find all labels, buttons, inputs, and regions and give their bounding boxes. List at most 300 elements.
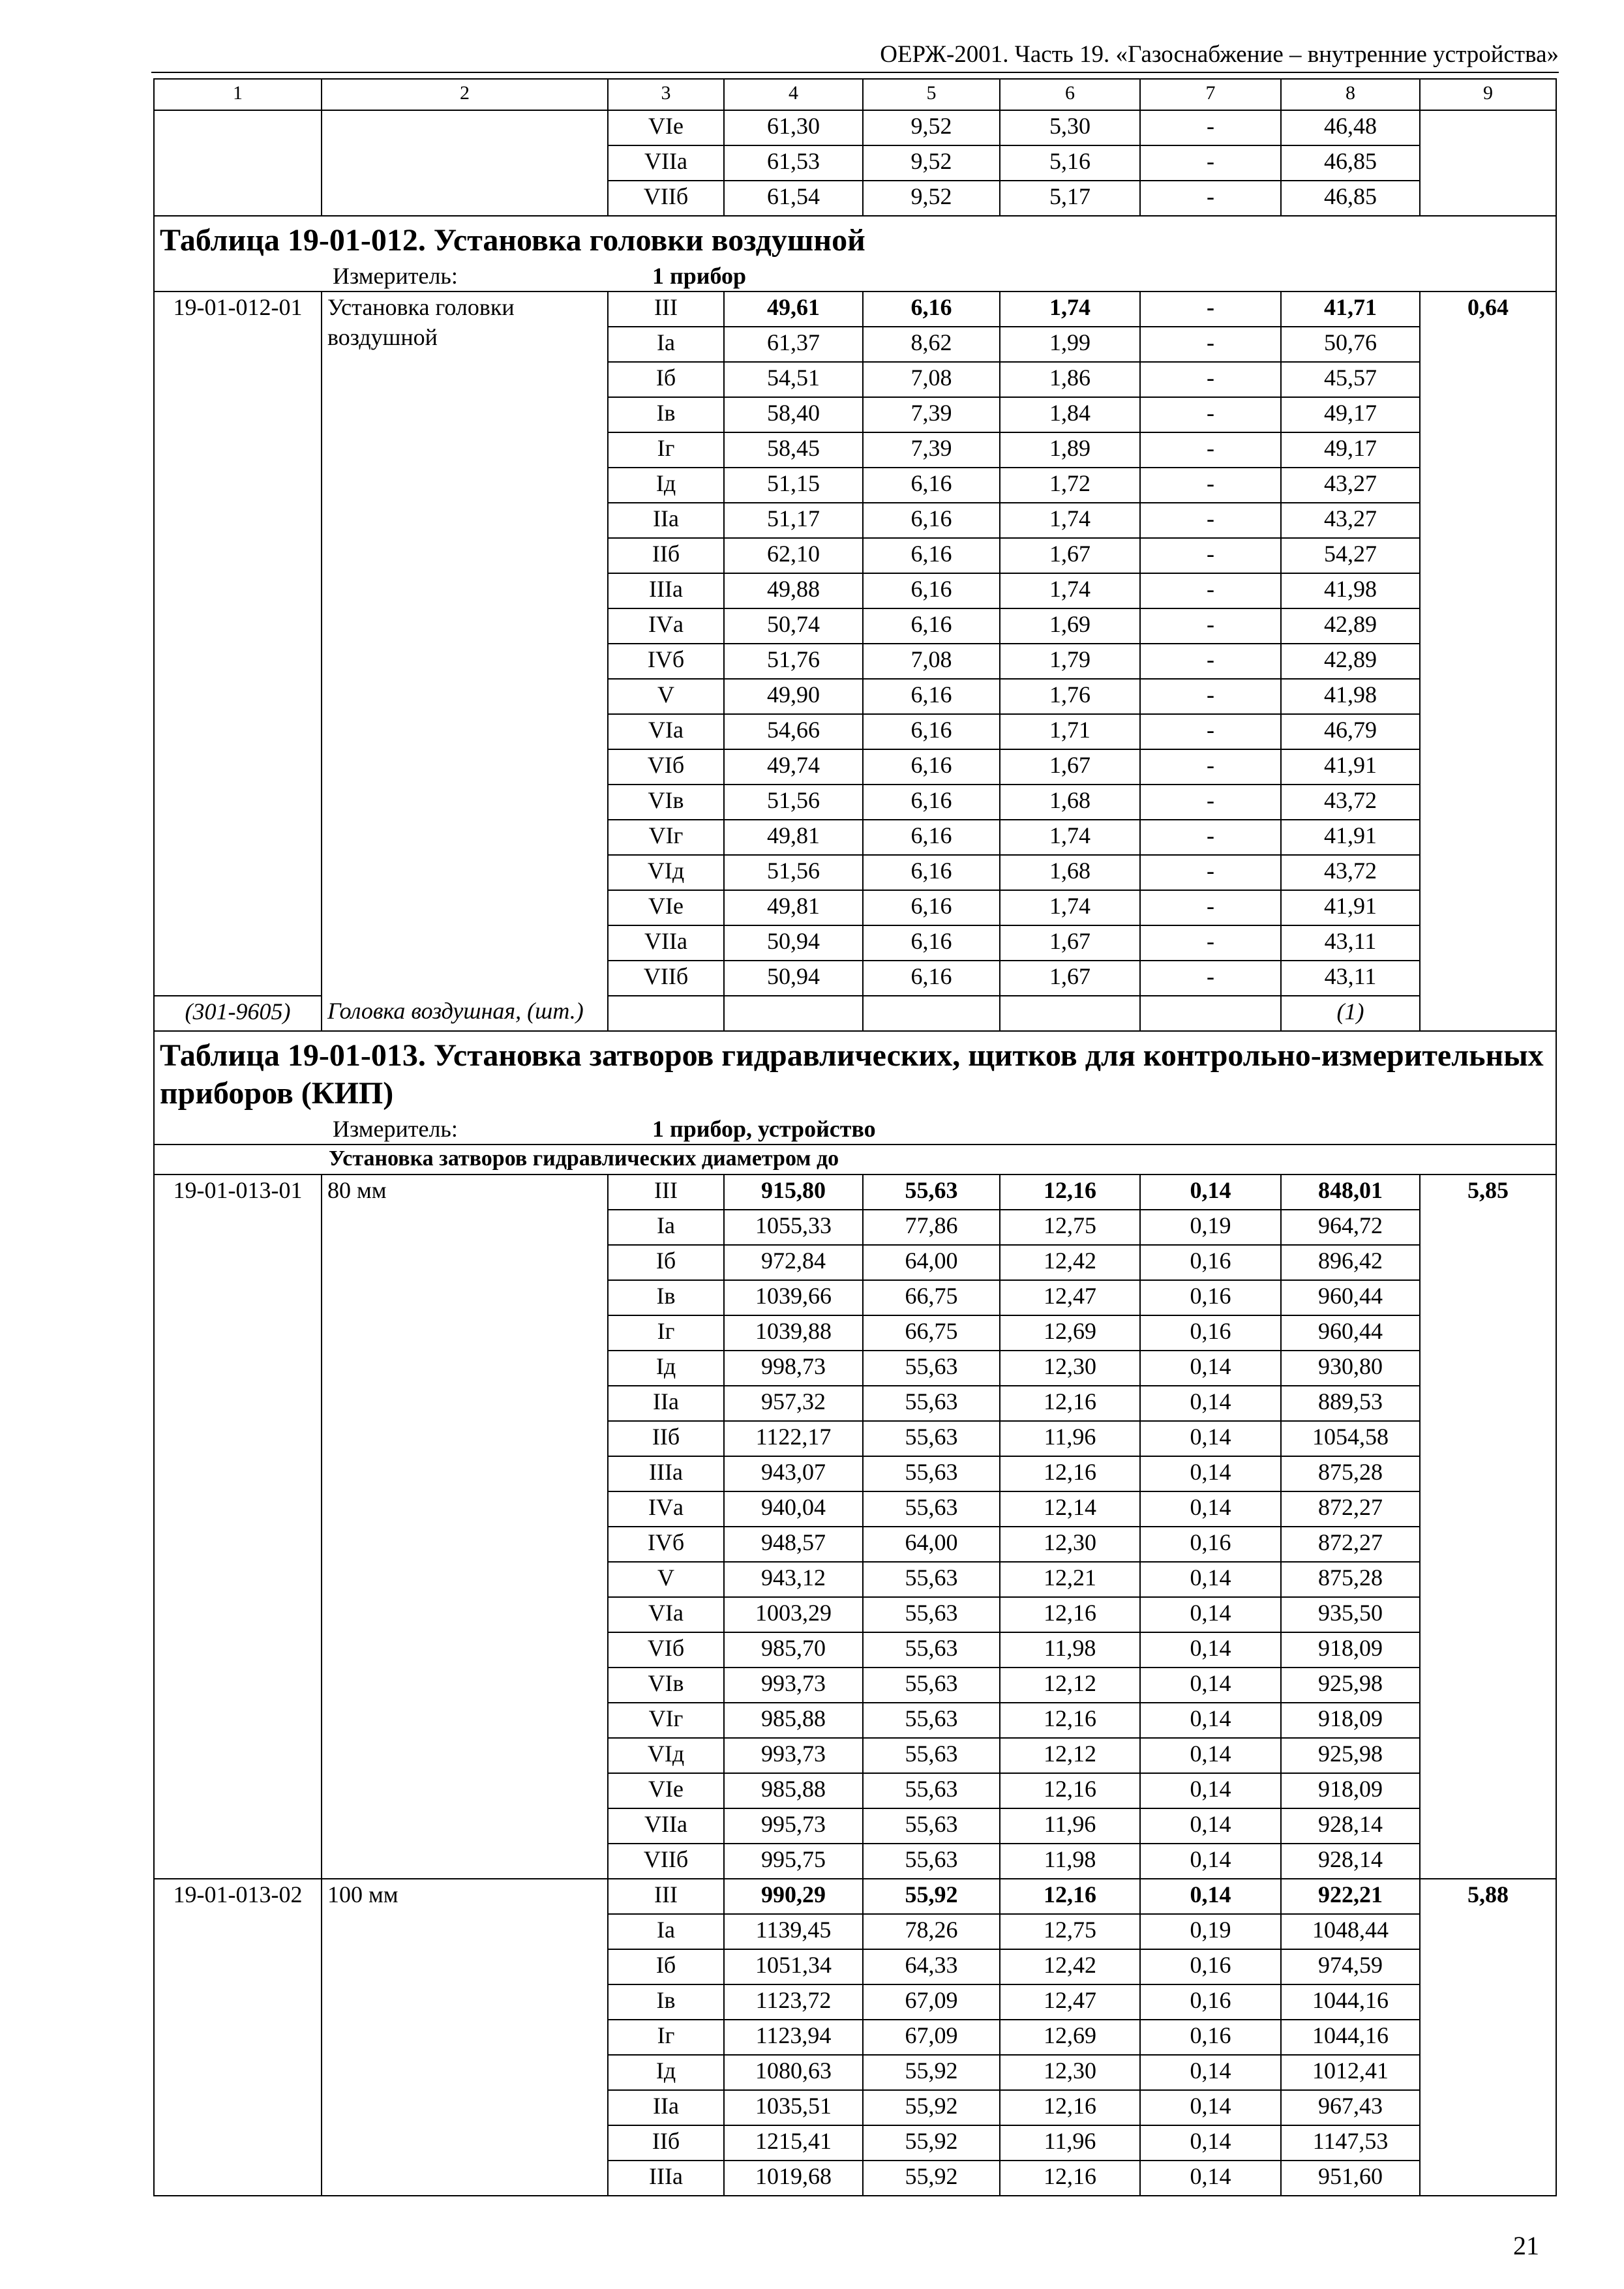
value-cell-c5: 55,63	[863, 1351, 1000, 1386]
value-cell-c6: 1,74	[1000, 573, 1140, 608]
zone-cell: VIIб	[608, 961, 724, 996]
value-cell-c6: 1,99	[1000, 327, 1140, 362]
value-cell-c7: 0,14	[1140, 1632, 1281, 1668]
zone-cell: IVа	[608, 608, 724, 644]
value-cell-c4: 1055,33	[724, 1210, 863, 1245]
value-cell-c8: 928,14	[1281, 1844, 1420, 1879]
zone-cell: IVб	[608, 644, 724, 679]
value-cell-c5: 55,92	[863, 2161, 1000, 2196]
value-cell-c7: -	[1140, 292, 1281, 327]
zone-cell: III	[608, 1879, 724, 1914]
header-rule	[151, 72, 1559, 73]
value-cell-c8: 41,98	[1281, 573, 1420, 608]
value-cell-c4: 990,29	[724, 1879, 863, 1914]
value-cell-c5: 6,16	[863, 714, 1000, 749]
column-number: 6	[1000, 79, 1140, 110]
value-cell-c7: -	[1140, 785, 1281, 820]
name-cell: Установка головки воздушной	[322, 292, 608, 996]
zone-cell: VIа	[608, 714, 724, 749]
zone-cell: VIб	[608, 1632, 724, 1668]
value-cell-c4: 1139,45	[724, 1914, 863, 1949]
value-cell-c4: 51,56	[724, 855, 863, 890]
column-number: 9	[1420, 79, 1556, 110]
empty-cell	[1000, 996, 1140, 1031]
value-cell-c7: -	[1140, 820, 1281, 855]
zone-cell: IIб	[608, 538, 724, 573]
zone-cell: VIг	[608, 1703, 724, 1738]
value-cell-c4: 993,73	[724, 1738, 863, 1773]
value-cell-c4: 61,30	[724, 110, 863, 145]
value-cell-c8: 918,09	[1281, 1703, 1420, 1738]
zone-cell: Iб	[608, 1245, 724, 1280]
value-cell-c4: 948,57	[724, 1527, 863, 1562]
value-cell-c7: 0,14	[1140, 1703, 1281, 1738]
value-cell-c4: 50,94	[724, 925, 863, 961]
value-cell-c6: 12,16	[1000, 1773, 1140, 1808]
material-row	[154, 996, 1556, 1031]
value-cell-c8: 872,27	[1281, 1491, 1420, 1527]
value-cell-c8: 41,91	[1281, 890, 1420, 925]
zone-cell: Iа	[608, 327, 724, 362]
value-cell-c6: 1,67	[1000, 961, 1140, 996]
value-cell-c8: 46,79	[1281, 714, 1420, 749]
value-cell-c8: 922,21	[1281, 1879, 1420, 1914]
value-cell-c8: 951,60	[1281, 2161, 1420, 2196]
value-cell-c6: 1,76	[1000, 679, 1140, 714]
meter-value: 1 прибор	[652, 263, 747, 289]
zone-cell: IVб	[608, 1527, 724, 1562]
value-cell-c8: 1048,44	[1281, 1914, 1420, 1949]
value-cell-c4: 49,61	[724, 292, 863, 327]
value-cell-c5: 64,33	[863, 1949, 1000, 1984]
value-cell-c6: 1,74	[1000, 292, 1140, 327]
value-cell-c6: 1,68	[1000, 785, 1140, 820]
value-cell-c8: 848,01	[1281, 1174, 1420, 1210]
value-cell-c7: -	[1140, 397, 1281, 432]
norm-cell	[1420, 110, 1556, 216]
value-cell-c7: -	[1140, 110, 1281, 145]
table-title: Таблица 19-01-013. Установка затворов гидравлических, щитков для контрольно-измерительных приборов (КИП)	[154, 1031, 1556, 1115]
value-cell-c7: 0,16	[1140, 1280, 1281, 1315]
zone-cell: VIг	[608, 820, 724, 855]
value-cell-c7: 0,14	[1140, 1808, 1281, 1844]
value-cell-c6: 1,67	[1000, 925, 1140, 961]
zone-cell: IIа	[608, 503, 724, 538]
value-cell-c4: 51,76	[724, 644, 863, 679]
value-cell-c4: 1122,17	[724, 1421, 863, 1456]
value-cell-c7: 0,14	[1140, 2055, 1281, 2090]
value-cell-c6: 11,96	[1000, 1421, 1140, 1456]
value-cell-c7: -	[1140, 855, 1281, 890]
value-cell-c7: -	[1140, 362, 1281, 397]
page-header: ОЕРЖ-2001. Часть 19. «Газоснабжение – внутренние устройства»	[880, 41, 1559, 68]
meter-cell	[154, 262, 1556, 292]
value-cell-c4: 915,80	[724, 1174, 863, 1210]
value-cell-c6: 12,16	[1000, 1879, 1140, 1914]
value-cell-c8: 43,72	[1281, 855, 1420, 890]
meter-value: 1 прибор, устройство	[652, 1116, 876, 1142]
value-cell-c5: 6,16	[863, 292, 1000, 327]
value-cell-c8: 935,50	[1281, 1597, 1420, 1632]
zone-cell: Iв	[608, 1984, 724, 2020]
value-cell-c8: 43,27	[1281, 503, 1420, 538]
norm-cell: 5,88	[1420, 1879, 1556, 2196]
value-cell-c8: 960,44	[1281, 1315, 1420, 1351]
table-row	[154, 1174, 1556, 1210]
value-cell-c4: 1039,88	[724, 1315, 863, 1351]
value-cell-c6: 1,68	[1000, 855, 1140, 890]
value-cell-c7: -	[1140, 925, 1281, 961]
value-cell-c6: 11,96	[1000, 1808, 1140, 1844]
value-cell-c5: 67,09	[863, 1984, 1000, 2020]
name-cell	[322, 110, 608, 216]
value-cell-c4: 1019,68	[724, 2161, 863, 2196]
value-cell-c6: 1,86	[1000, 362, 1140, 397]
zone-cell: V	[608, 1562, 724, 1597]
value-cell-c5: 67,09	[863, 2020, 1000, 2055]
zone-cell: Iа	[608, 1914, 724, 1949]
value-cell-c7: -	[1140, 679, 1281, 714]
value-cell-c8: 46,85	[1281, 181, 1420, 216]
value-cell-c7: 0,14	[1140, 1668, 1281, 1703]
value-cell-c6: 12,75	[1000, 1914, 1140, 1949]
value-cell-c7: 0,14	[1140, 1456, 1281, 1491]
name-cell: 80 мм	[322, 1174, 608, 1879]
value-cell-c7: 0,14	[1140, 1844, 1281, 1879]
zone-cell: VIIа	[608, 925, 724, 961]
value-cell-c5: 6,16	[863, 468, 1000, 503]
value-cell-c6: 12,16	[1000, 1597, 1140, 1632]
value-cell-c6: 5,17	[1000, 181, 1140, 216]
zone-cell: VIд	[608, 855, 724, 890]
meter-label: Измеритель:	[333, 263, 458, 289]
value-cell-c8: 918,09	[1281, 1773, 1420, 1808]
zone-cell: IIб	[608, 1421, 724, 1456]
material-code: (301-9605)	[154, 996, 322, 1031]
value-cell-c4: 61,37	[724, 327, 863, 362]
value-cell-c5: 6,16	[863, 679, 1000, 714]
value-cell-c8: 43,27	[1281, 468, 1420, 503]
value-cell-c4: 49,88	[724, 573, 863, 608]
value-cell-c7: 0,14	[1140, 2161, 1281, 2196]
value-cell-c8: 918,09	[1281, 1632, 1420, 1668]
value-cell-c4: 1080,63	[724, 2055, 863, 2090]
value-cell-c8: 46,85	[1281, 145, 1420, 181]
value-cell-c6: 5,30	[1000, 110, 1140, 145]
value-cell-c4: 998,73	[724, 1351, 863, 1386]
value-cell-c5: 55,63	[863, 1773, 1000, 1808]
value-cell-c7: 0,14	[1140, 1421, 1281, 1456]
meter-row	[154, 262, 1556, 292]
zone-cell: VIIа	[608, 145, 724, 181]
value-cell-c8: 928,14	[1281, 1808, 1420, 1844]
value-cell-c6: 1,71	[1000, 714, 1140, 749]
value-cell-c6: 12,42	[1000, 1245, 1140, 1280]
value-cell-c7: 0,16	[1140, 1949, 1281, 1984]
value-cell-c6: 1,67	[1000, 749, 1140, 785]
page-number: 21	[1513, 2231, 1539, 2260]
value-cell-c8: 964,72	[1281, 1210, 1420, 1245]
value-cell-c4: 50,74	[724, 608, 863, 644]
value-cell-c5: 55,63	[863, 1668, 1000, 1703]
empty-cell	[1140, 996, 1281, 1031]
value-cell-c7: 0,14	[1140, 1738, 1281, 1773]
value-cell-c7: -	[1140, 961, 1281, 996]
value-cell-c4: 985,88	[724, 1703, 863, 1738]
value-cell-c7: -	[1140, 432, 1281, 468]
zone-cell: VIа	[608, 1597, 724, 1632]
value-cell-c5: 55,92	[863, 2055, 1000, 2090]
column-number: 8	[1281, 79, 1420, 110]
zone-cell: Iд	[608, 1351, 724, 1386]
column-number: 2	[322, 79, 608, 110]
value-cell-c8: 1054,58	[1281, 1421, 1420, 1456]
zone-cell: Iг	[608, 1315, 724, 1351]
value-cell-c6: 12,69	[1000, 2020, 1140, 2055]
column-number: 5	[863, 79, 1000, 110]
value-cell-c6: 1,74	[1000, 890, 1140, 925]
meter-row	[154, 1115, 1556, 1144]
value-cell-c8: 1044,16	[1281, 2020, 1420, 2055]
value-cell-c7: 0,14	[1140, 2090, 1281, 2125]
value-cell-c4: 58,40	[724, 397, 863, 432]
table-title-row	[154, 1031, 1556, 1115]
value-cell-c7: -	[1140, 468, 1281, 503]
value-cell-c6: 12,16	[1000, 1703, 1140, 1738]
value-cell-c8: 967,43	[1281, 2090, 1420, 2125]
value-cell-c7: -	[1140, 327, 1281, 362]
value-cell-c7: 0,16	[1140, 1245, 1281, 1280]
value-cell-c7: -	[1140, 145, 1281, 181]
value-cell-c6: 1,72	[1000, 468, 1140, 503]
value-cell-c6: 12,14	[1000, 1491, 1140, 1527]
value-cell-c5: 55,63	[863, 1703, 1000, 1738]
zone-cell: VIIб	[608, 181, 724, 216]
value-cell-c4: 58,45	[724, 432, 863, 468]
value-cell-c4: 1003,29	[724, 1597, 863, 1632]
value-cell-c4: 49,90	[724, 679, 863, 714]
column-number: 3	[608, 79, 724, 110]
value-cell-c5: 55,63	[863, 1597, 1000, 1632]
value-cell-c8: 925,98	[1281, 1668, 1420, 1703]
value-cell-c8: 1044,16	[1281, 1984, 1420, 2020]
table-title-row	[154, 216, 1556, 262]
value-cell-c4: 54,66	[724, 714, 863, 749]
value-cell-c5: 7,39	[863, 397, 1000, 432]
value-cell-c5: 55,63	[863, 1491, 1000, 1527]
zone-cell: IIIа	[608, 1456, 724, 1491]
value-cell-c5: 55,63	[863, 1562, 1000, 1597]
value-cell-c8: 50,76	[1281, 327, 1420, 362]
zone-cell: Iб	[608, 362, 724, 397]
value-cell-c5: 6,16	[863, 855, 1000, 890]
value-cell-c8: 1012,41	[1281, 2055, 1420, 2090]
zone-cell: Iв	[608, 397, 724, 432]
value-cell-c4: 51,15	[724, 468, 863, 503]
value-cell-c7: 0,16	[1140, 1527, 1281, 1562]
value-cell-c4: 61,54	[724, 181, 863, 216]
value-cell-c8: 43,11	[1281, 961, 1420, 996]
value-cell-c6: 12,12	[1000, 1738, 1140, 1773]
zone-cell: VIд	[608, 1738, 724, 1773]
zone-cell: Iа	[608, 1210, 724, 1245]
value-cell-c4: 943,07	[724, 1456, 863, 1491]
value-cell-c8: 925,98	[1281, 1738, 1420, 1773]
value-cell-c8: 896,42	[1281, 1245, 1420, 1280]
table-title: Таблица 19-01-012. Установка головки воздушной	[154, 216, 1556, 262]
zone-cell: VIIб	[608, 1844, 724, 1879]
value-cell-c6: 12,47	[1000, 1984, 1140, 2020]
value-cell-c8: 46,48	[1281, 110, 1420, 145]
value-cell-c4: 1039,66	[724, 1280, 863, 1315]
zone-cell: III	[608, 292, 724, 327]
value-cell-c5: 64,00	[863, 1245, 1000, 1280]
value-cell-c5: 66,75	[863, 1280, 1000, 1315]
value-cell-c5: 55,63	[863, 1386, 1000, 1421]
value-cell-c6: 1,79	[1000, 644, 1140, 679]
value-cell-c8: 45,57	[1281, 362, 1420, 397]
value-cell-c8: 930,80	[1281, 1351, 1420, 1386]
subtitle-row	[154, 1144, 1556, 1174]
zone-cell: IIа	[608, 1386, 724, 1421]
value-cell-c4: 985,88	[724, 1773, 863, 1808]
value-cell-c4: 940,04	[724, 1491, 863, 1527]
material-qty: (1)	[1281, 996, 1420, 1031]
value-cell-c5: 55,63	[863, 1456, 1000, 1491]
table-body	[154, 79, 1556, 2196]
value-cell-c6: 12,16	[1000, 1174, 1140, 1210]
value-cell-c6: 12,16	[1000, 2161, 1140, 2196]
zone-cell: VIIа	[608, 1808, 724, 1844]
meter-cell	[154, 1115, 1556, 1144]
value-cell-c7: 0,14	[1140, 1174, 1281, 1210]
value-cell-c4: 51,56	[724, 785, 863, 820]
value-cell-c5: 6,16	[863, 538, 1000, 573]
value-cell-c7: 0,16	[1140, 1315, 1281, 1351]
value-cell-c6: 12,16	[1000, 1386, 1140, 1421]
value-cell-c7: 0,19	[1140, 1210, 1281, 1245]
value-cell-c4: 1051,34	[724, 1949, 863, 1984]
value-cell-c8: 41,91	[1281, 820, 1420, 855]
value-cell-c4: 49,74	[724, 749, 863, 785]
value-cell-c5: 7,08	[863, 644, 1000, 679]
zone-cell: Iв	[608, 1280, 724, 1315]
value-cell-c7: -	[1140, 538, 1281, 573]
empty-cell	[863, 996, 1000, 1031]
zone-cell: III	[608, 1174, 724, 1210]
zone-cell: VIб	[608, 749, 724, 785]
value-cell-c5: 64,00	[863, 1527, 1000, 1562]
value-cell-c6: 12,12	[1000, 1668, 1140, 1703]
value-cell-c5: 7,39	[863, 432, 1000, 468]
zone-cell: V	[608, 679, 724, 714]
value-cell-c5: 78,26	[863, 1914, 1000, 1949]
empty-cell	[724, 996, 863, 1031]
value-cell-c5: 6,16	[863, 749, 1000, 785]
value-cell-c4: 51,17	[724, 503, 863, 538]
value-cell-c7: 0,14	[1140, 1386, 1281, 1421]
value-cell-c4: 995,73	[724, 1808, 863, 1844]
zone-cell: Iд	[608, 2055, 724, 2090]
value-cell-c6: 12,16	[1000, 2090, 1140, 2125]
value-cell-c7: -	[1140, 573, 1281, 608]
value-cell-c8: 49,17	[1281, 432, 1420, 468]
value-cell-c6: 12,30	[1000, 2055, 1140, 2090]
empty-cell	[608, 996, 724, 1031]
zone-cell: IIIа	[608, 2161, 724, 2196]
value-cell-c7: 0,19	[1140, 1914, 1281, 1949]
table-row	[154, 292, 1556, 327]
value-cell-c7: 0,14	[1140, 1491, 1281, 1527]
value-cell-c7: 0,14	[1140, 1773, 1281, 1808]
value-cell-c5: 55,63	[863, 1421, 1000, 1456]
zone-cell: Iб	[608, 1949, 724, 1984]
section-subtitle: Установка затворов гидравлических диаметром до	[154, 1144, 1556, 1174]
value-cell-c7: 0,16	[1140, 2020, 1281, 2055]
value-cell-c6: 12,69	[1000, 1315, 1140, 1351]
norm-cell: 0,64	[1420, 292, 1556, 1031]
code-cell: 19-01-013-02	[154, 1879, 322, 2196]
value-cell-c7: 0,14	[1140, 1879, 1281, 1914]
value-cell-c5: 6,16	[863, 961, 1000, 996]
zone-cell: Iд	[608, 468, 724, 503]
value-cell-c4: 1123,72	[724, 1984, 863, 2020]
value-cell-c8: 875,28	[1281, 1456, 1420, 1491]
value-cell-c7: -	[1140, 890, 1281, 925]
value-cell-c5: 55,63	[863, 1738, 1000, 1773]
value-cell-c4: 972,84	[724, 1245, 863, 1280]
value-cell-c7: 0,14	[1140, 1351, 1281, 1386]
value-cell-c7: -	[1140, 181, 1281, 216]
value-cell-c6: 12,47	[1000, 1280, 1140, 1315]
value-cell-c5: 66,75	[863, 1315, 1000, 1351]
value-cell-c5: 55,63	[863, 1808, 1000, 1844]
value-cell-c4: 1123,94	[724, 2020, 863, 2055]
value-cell-c8: 41,91	[1281, 749, 1420, 785]
zone-cell: VIе	[608, 890, 724, 925]
value-cell-c6: 12,21	[1000, 1562, 1140, 1597]
value-cell-c6: 5,16	[1000, 145, 1140, 181]
value-cell-c5: 55,63	[863, 1174, 1000, 1210]
value-cell-c7: -	[1140, 714, 1281, 749]
value-cell-c4: 1035,51	[724, 2090, 863, 2125]
price-table	[153, 78, 1557, 2196]
value-cell-c5: 77,86	[863, 1210, 1000, 1245]
value-cell-c4: 49,81	[724, 820, 863, 855]
value-cell-c6: 1,89	[1000, 432, 1140, 468]
value-cell-c6: 1,74	[1000, 820, 1140, 855]
value-cell-c8: 1147,53	[1281, 2125, 1420, 2161]
value-cell-c7: -	[1140, 749, 1281, 785]
zone-cell: IVа	[608, 1491, 724, 1527]
value-cell-c6: 1,84	[1000, 397, 1140, 432]
value-cell-c5: 55,92	[863, 2090, 1000, 2125]
zone-cell: IIа	[608, 2090, 724, 2125]
value-cell-c6: 1,74	[1000, 503, 1140, 538]
value-cell-c4: 50,94	[724, 961, 863, 996]
value-cell-c5: 9,52	[863, 181, 1000, 216]
code-cell: 19-01-012-01	[154, 292, 322, 996]
value-cell-c6: 11,98	[1000, 1632, 1140, 1668]
value-cell-c8: 43,11	[1281, 925, 1420, 961]
value-cell-c6: 12,42	[1000, 1949, 1140, 1984]
value-cell-c5: 6,16	[863, 503, 1000, 538]
name-cell: 100 мм	[322, 1879, 608, 2196]
value-cell-c4: 1215,41	[724, 2125, 863, 2161]
value-cell-c5: 9,52	[863, 110, 1000, 145]
value-cell-c5: 6,16	[863, 608, 1000, 644]
zone-cell: IIIа	[608, 573, 724, 608]
